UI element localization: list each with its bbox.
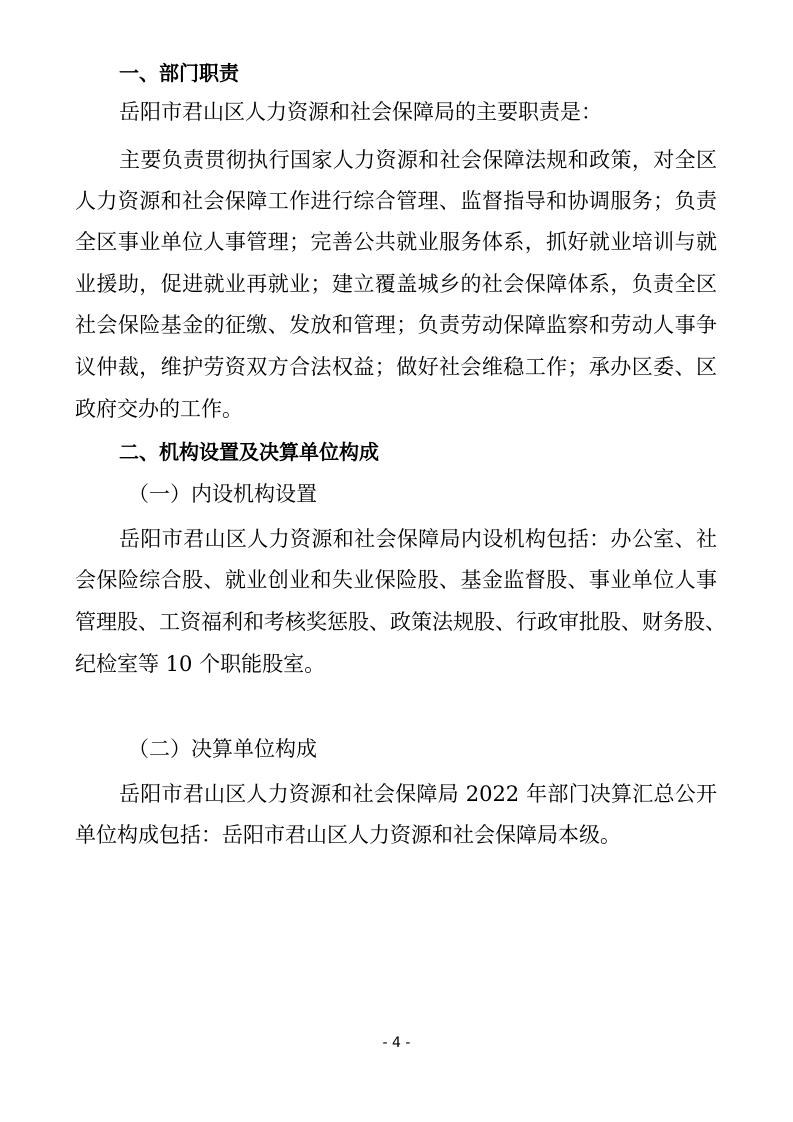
units-paragraph-line: 单位构成包括：岳阳市君山区人力资源和社会保障局本级。	[75, 823, 621, 847]
structure-paragraph-line: 岳阳市君山区人力资源和社会保障局内设机构包括：办公室、社	[119, 527, 717, 551]
page-number: - 4 -	[382, 1035, 411, 1051]
structure-paragraph-line: 会保险综合股、就业创业和失业保险股、基金监督股、事业单位人事	[75, 568, 717, 592]
structure-paragraph-line: 管理股、工资福利和考核奖惩股、政策法规股、行政审批股、财务股、	[75, 610, 726, 634]
structure-paragraph-line: 纪检室等 10 个职能股室。	[75, 652, 326, 676]
duties-paragraph-line: 业援助，促进就业再就业；建立覆盖城乡的社会保障体系，负责全区	[75, 272, 717, 296]
section-heading-organization: 二、机构设置及决算单位构成	[119, 440, 379, 464]
duties-paragraph-line: 人力资源和社会保障工作进行综合管理、监督指导和协调服务；负责	[75, 189, 717, 213]
duties-paragraph-line: 全区事业单位人事管理；完善公共就业服务体系，抓好就业培训与就	[75, 230, 717, 254]
duties-paragraph-line: 主要负责贯彻执行国家人力资源和社会保障法规和政策，对全区	[119, 148, 717, 172]
subheading-accounting-units: （二）决算单位构成	[128, 737, 317, 761]
duties-paragraph-line: 政府交办的工作。	[75, 397, 243, 421]
duties-paragraph-line: 社会保险基金的征缴、发放和管理；负责劳动保障监察和劳动人事争	[75, 313, 717, 337]
duties-intro: 岳阳市君山区人力资源和社会保障局的主要职责是：	[119, 100, 602, 124]
section-heading-duties: 一、部门职责	[119, 61, 239, 85]
duties-paragraph-line: 议仲裁，维护劳资双方合法权益；做好社会维稳工作；承办区委、区	[75, 355, 717, 379]
units-paragraph-line: 岳阳市君山区人力资源和社会保障局 2022 年部门决算汇总公开	[119, 782, 717, 806]
subheading-internal-structure: （一）内设机构设置	[128, 482, 317, 506]
